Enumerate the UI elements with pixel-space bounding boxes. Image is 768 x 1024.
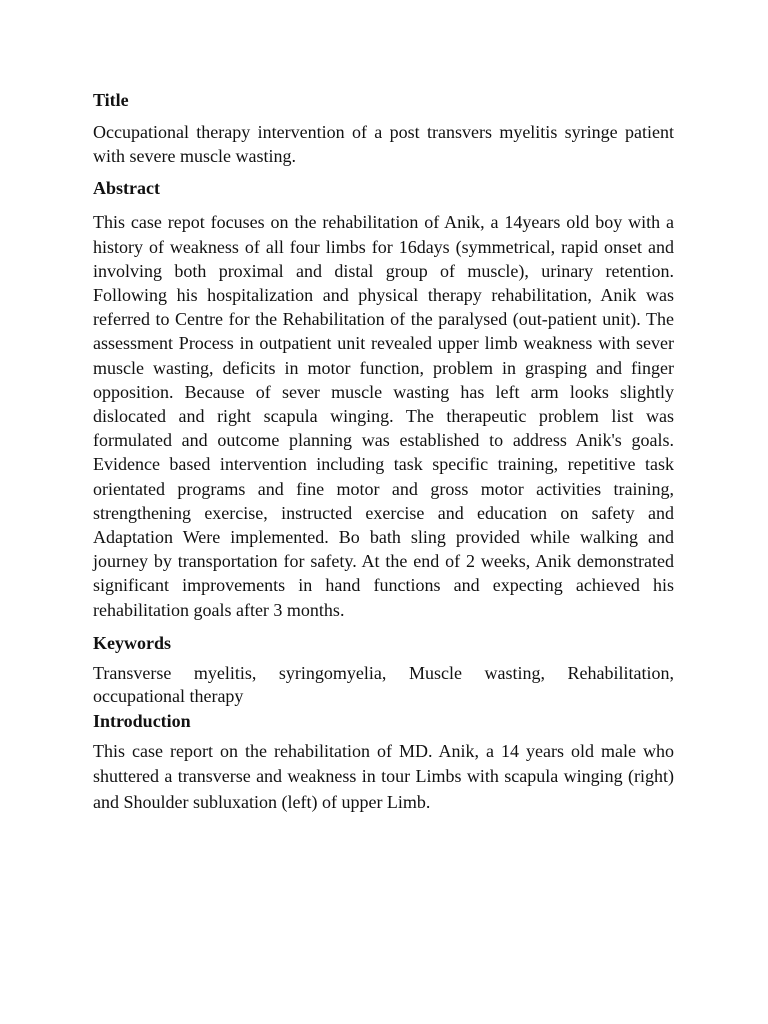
title-heading: Title bbox=[93, 90, 129, 110]
abstract-text: This case repot focuses on the rehabilitation of Anik, a 14years old boy with a history of weakness of all four limbs for 16days (symmetrical, rapid onset and involving both proximal and distal group of muscle), urinary retention. Following his hospitalization and physical therapy rehabilitation, Anik was referred to Centre for the Rehabilitation of the paralysed (out-patient unit). The assessment Process in outpatient unit revealed upper limb weakness with sever muscle wasting, deficits in motor function, problem in grasping and finger opposition. Because of sever muscle wasting has left arm looks slightly dislocated and right scapula winging. The therapeutic problem list was formulated and outcome planning was established to address Anik's goals. Evidence based intervention including task specific training, repetitive task orientated programs and fine motor and gross motor activities training, strengthening exercise, instructed exercise and education on safety and Adaptation Were implemented. Bo bath sling provided while walking and journey by transportation for safety. At the end of 2 weeks, Anik demonstrated significant improvements in hand functions and expecting achieved his rehabilitation goals after 3 months. bbox=[93, 212, 674, 620]
keywords-heading: Keywords bbox=[93, 632, 171, 653]
introduction-heading: Introduction bbox=[93, 710, 191, 731]
keywords-text: Transverse myelitis, syringomyelia, Muscle wasting, Rehabilitation, occupational therapy bbox=[93, 662, 674, 707]
introduction-text: This case report on the rehabilitation of MD. Anik, a 14 years old male who shuttered a transverse and weakness in tour Limbs with scapula winging (right) and Shoulder subluxation (left) of upper Limb. bbox=[93, 740, 674, 812]
document-page bbox=[93, 86, 674, 815]
abstract-heading: Abstract bbox=[93, 178, 160, 199]
title-text: Occupational therapy intervention of a post transvers myelitis syringe patient with severe muscle wasting. bbox=[93, 122, 674, 167]
